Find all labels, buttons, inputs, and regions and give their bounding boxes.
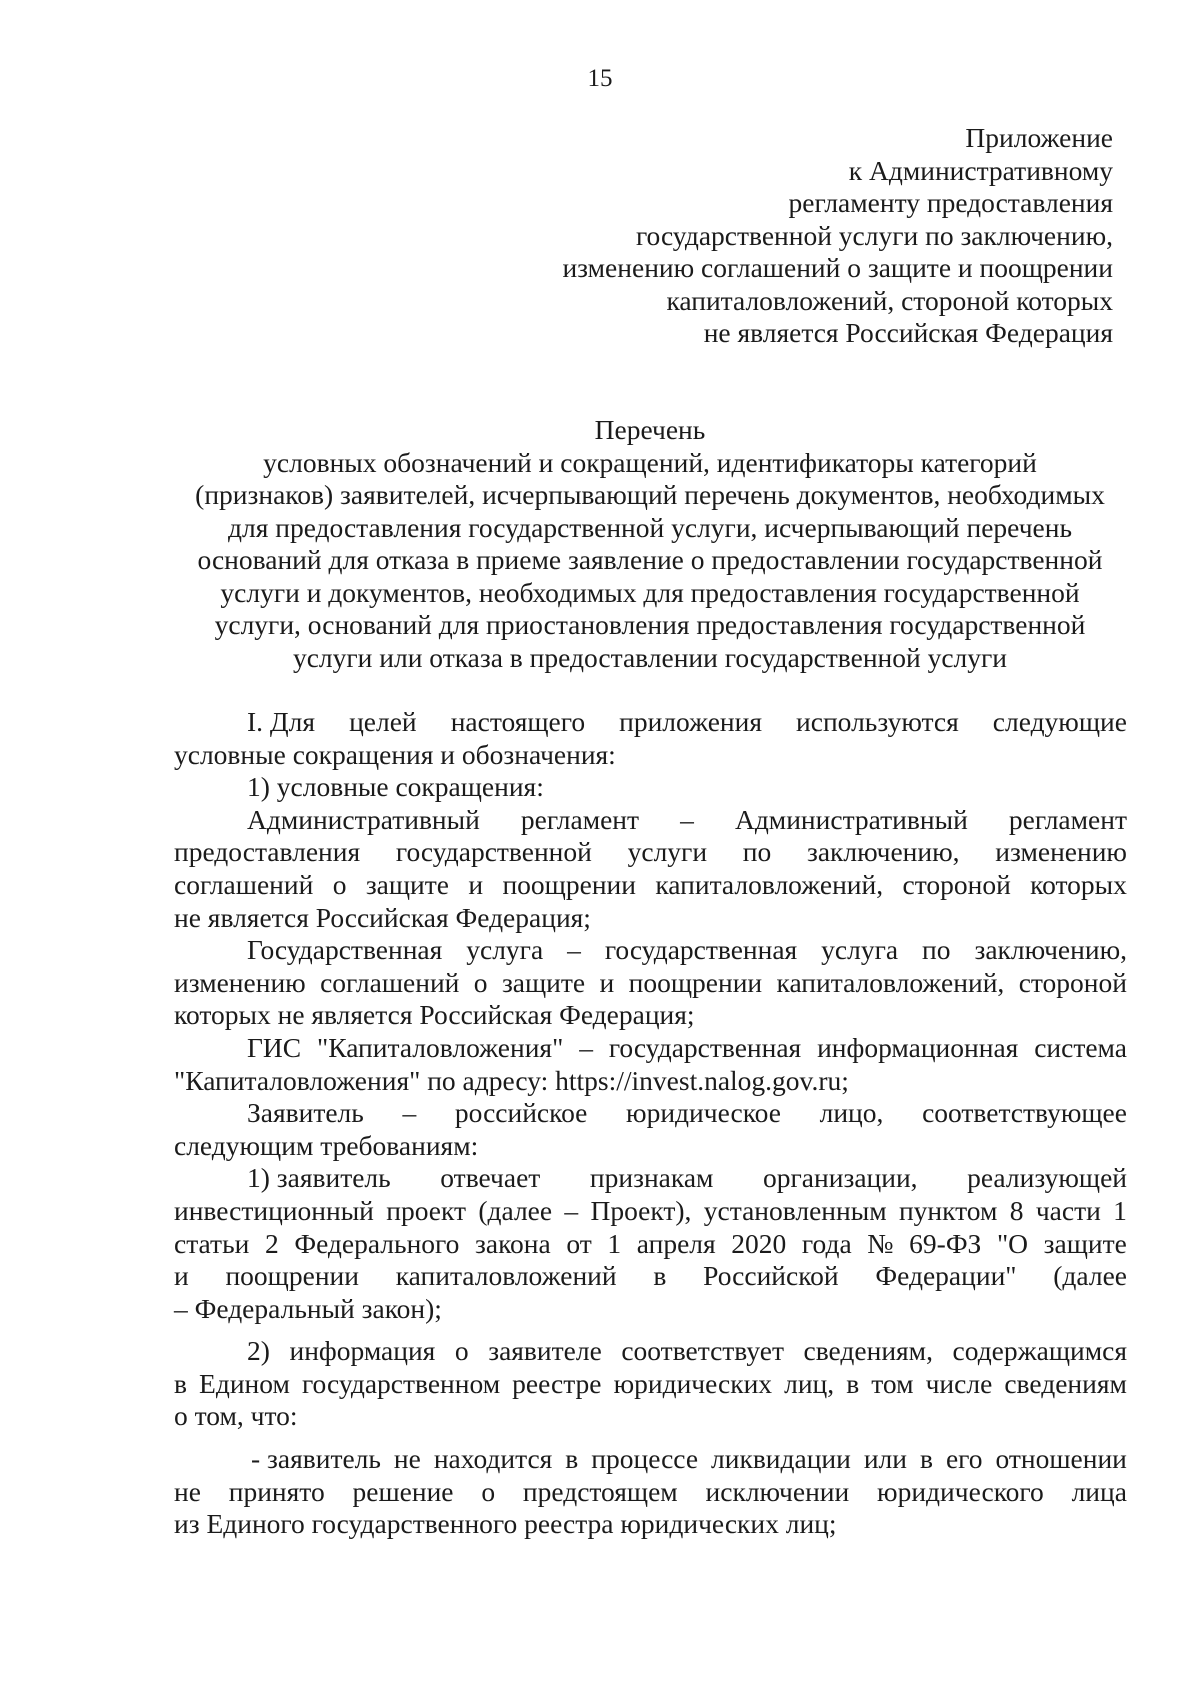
word: закона <box>475 1227 551 1259</box>
appendix-line: не является Российская Федерация <box>703 317 1113 348</box>
appendix-line: изменению соглашений о защите и поощрении <box>562 252 1113 283</box>
word: ликвидации <box>711 1443 851 1475</box>
word: заключению, <box>974 934 1127 966</box>
word: изменению <box>995 836 1127 868</box>
title-line: услуги или отказа в предоставлении государственной услуги <box>292 641 1008 673</box>
paragraph-line: условные сокращения и обозначения: <box>174 738 616 770</box>
word: года <box>801 1227 852 1259</box>
document-body <box>174 706 1127 1541</box>
word: решение <box>352 1475 454 1507</box>
appendix-line: государственной услуги по заключению, <box>635 219 1113 251</box>
word: ГИС <box>247 1031 302 1063</box>
word: целей <box>349 706 417 737</box>
paragraph-line <box>174 934 1127 967</box>
word: по <box>742 836 772 868</box>
paragraph-line <box>174 869 1127 902</box>
title-line: услуги и документов, необходимых для предоставления государственной <box>220 576 1080 608</box>
paragraph-line: 1) условные сокращения: <box>247 771 544 803</box>
paragraph-line <box>174 836 1127 869</box>
word: 1) заявитель <box>247 1162 391 1194</box>
word: инвестиционный <box>174 1194 374 1226</box>
paragraph-line <box>174 967 1127 1000</box>
word: регламент <box>1008 803 1127 835</box>
word: услуга <box>466 934 544 966</box>
word: 1 <box>607 1227 622 1259</box>
word: в <box>919 1443 933 1475</box>
word: 8 <box>1009 1194 1024 1226</box>
word: от <box>566 1227 592 1259</box>
word: государственная <box>604 934 798 966</box>
word: по <box>922 934 951 966</box>
title-line: условных обозначений и сокращений, идентификаторы категорий <box>263 446 1037 478</box>
paragraph-line <box>174 1368 1127 1401</box>
appendix-line: Приложение <box>965 122 1113 153</box>
word: о <box>473 966 488 998</box>
paragraph-line: из Единого государственного реестра юридических лиц; <box>174 1508 837 1540</box>
word: - заявитель <box>251 1443 381 1475</box>
word: в <box>846 1367 860 1399</box>
word: соглашений <box>174 868 314 900</box>
word: поощрении <box>502 868 636 900</box>
word: российское <box>454 1097 588 1129</box>
paragraph-line <box>174 1260 1127 1293</box>
word: его <box>945 1443 983 1475</box>
word: о <box>454 1335 469 1367</box>
word: 2 <box>264 1227 279 1259</box>
word: реестре <box>512 1367 602 1399</box>
word: № <box>867 1227 894 1259</box>
word: – <box>680 803 694 835</box>
word: защите <box>1043 1227 1127 1259</box>
word: 1 <box>1113 1194 1127 1226</box>
word: в <box>653 1260 667 1292</box>
word: Государственная <box>247 934 443 966</box>
paragraph-line <box>174 1476 1127 1509</box>
word: Российской <box>703 1260 839 1292</box>
word: приложения <box>619 706 763 737</box>
word: регламент <box>520 803 640 835</box>
word: апреля <box>636 1227 716 1259</box>
word: – <box>564 1194 579 1226</box>
appendix-line: к Административному <box>848 154 1113 186</box>
word: Федерального <box>294 1227 460 1259</box>
paragraph-line <box>174 1228 1127 1261</box>
word: Проект), <box>590 1194 692 1226</box>
word: настоящего <box>450 706 586 737</box>
word: соответствует <box>621 1335 784 1367</box>
word: или <box>863 1443 908 1475</box>
word: информационная <box>817 1031 1019 1063</box>
word: юридических <box>613 1367 773 1399</box>
document-title <box>110 414 1190 674</box>
paragraph-line <box>174 1032 1127 1065</box>
word: лиц, <box>784 1367 835 1399</box>
word: поощрении <box>628 966 763 998</box>
word: соответствующее <box>922 1097 1127 1129</box>
word: предоставления <box>174 836 361 868</box>
word: следующие <box>992 706 1127 737</box>
word: "О <box>996 1227 1029 1259</box>
word: государственном <box>301 1367 501 1399</box>
paragraph-line: не является Российская Федерация; <box>174 901 591 933</box>
word: находится <box>433 1443 553 1475</box>
word: стороной <box>1018 966 1127 998</box>
word: установленным <box>703 1194 887 1226</box>
word: поощрении <box>225 1260 359 1292</box>
word: 2) <box>247 1335 270 1367</box>
word: система <box>1034 1031 1127 1063</box>
word: государственной <box>395 836 592 868</box>
word: стороной <box>902 868 1011 900</box>
word: капиталовложений <box>395 1260 617 1292</box>
word: и <box>174 1260 189 1292</box>
paragraph-line: следующим требованиям: <box>174 1129 479 1161</box>
title-heading: Перечень <box>594 414 706 445</box>
word: Административный <box>247 803 480 835</box>
paragraph-line <box>174 1443 1127 1476</box>
appendix-header <box>562 122 1113 350</box>
paragraph-line: "Капиталовложения" по адресу: https://invest.nalog.gov.ru; <box>174 1064 849 1096</box>
word: 69-ФЗ <box>909 1227 982 1259</box>
word: (далее <box>478 1194 553 1226</box>
word: изменению <box>174 966 306 998</box>
word: Административный <box>734 803 968 835</box>
word: I. Для <box>247 706 316 737</box>
word: реализующей <box>967 1162 1127 1194</box>
word: Федерации" <box>875 1260 1017 1292</box>
paragraph-line <box>174 1195 1127 1228</box>
word: о <box>332 868 347 900</box>
word: пунктом <box>898 1194 998 1226</box>
word: содержащимся <box>952 1335 1127 1367</box>
word: процессе <box>591 1443 699 1475</box>
paragraph-line <box>174 706 1127 739</box>
word: услуги <box>627 836 708 868</box>
word: предстоящем <box>522 1475 678 1507</box>
word: числе <box>925 1367 993 1399</box>
title-line: для предоставления государственной услуги, исчерпывающий перечень <box>228 511 1072 543</box>
word: исключении <box>705 1475 850 1507</box>
word: части <box>1035 1194 1101 1226</box>
title-line: (признаков) заявителей, исчерпывающий перечень документов, необходимых <box>195 479 1105 510</box>
word: заявителе <box>488 1335 602 1367</box>
word: – <box>579 1031 593 1063</box>
word: Едином <box>199 1367 290 1399</box>
paragraph-line <box>174 1162 1127 1195</box>
word: капиталовложений, <box>655 868 884 900</box>
word: используются <box>796 706 959 737</box>
word: не <box>393 1443 421 1475</box>
word: организации, <box>763 1162 918 1194</box>
word: отношении <box>995 1443 1127 1475</box>
word: сведениям <box>1004 1367 1127 1399</box>
word: лица <box>1071 1475 1127 1507</box>
word: 2020 <box>731 1227 787 1259</box>
word: отвечает <box>440 1162 541 1194</box>
paragraph-line <box>174 1335 1127 1368</box>
appendix-line: регламенту предоставления <box>788 187 1113 218</box>
word: признакам <box>589 1162 714 1194</box>
word: защите <box>365 868 449 900</box>
word: услуга <box>821 934 899 966</box>
word: и <box>599 966 615 998</box>
word: и <box>468 868 484 900</box>
word: государственная <box>608 1031 802 1063</box>
word: лицо, <box>819 1097 884 1129</box>
title-line: оснований для отказа в приеме заявление о предоставлении государственной <box>197 544 1103 575</box>
word: заключению, <box>806 836 960 868</box>
word: – <box>567 934 581 966</box>
word: Заявитель <box>247 1097 364 1129</box>
word: соглашений <box>320 966 460 998</box>
page-number: 15 <box>587 65 613 92</box>
word: информация <box>289 1335 436 1367</box>
word: в <box>174 1367 187 1399</box>
word: защите <box>501 966 586 998</box>
word: капиталовложений, <box>776 966 1005 998</box>
word: юридического <box>877 1475 1044 1507</box>
word: – <box>402 1097 417 1129</box>
word: принято <box>228 1475 325 1507</box>
word: (далее <box>1053 1260 1127 1292</box>
word: "Капиталовложения" <box>316 1031 564 1063</box>
word: сведениям, <box>803 1335 933 1367</box>
paragraph-line <box>174 1097 1127 1130</box>
title-line: услуги, оснований для приостановления предоставления государственной <box>214 609 1086 640</box>
word: которых <box>1030 868 1127 900</box>
word: не <box>174 1475 201 1507</box>
word: в <box>565 1443 579 1475</box>
word: о <box>481 1475 496 1507</box>
word: том <box>871 1367 914 1399</box>
paragraph-line: которых не является Российская Федерация; <box>174 999 695 1031</box>
paragraph-line: о том, что: <box>174 1400 298 1432</box>
word: проект <box>386 1194 467 1226</box>
appendix-line: капиталовложений, стороной которых <box>666 284 1113 316</box>
paragraph-line: – Федеральный закон); <box>174 1292 442 1324</box>
word: статьи <box>174 1227 250 1259</box>
word: юридическое <box>626 1097 781 1129</box>
paragraph-line <box>174 804 1127 837</box>
